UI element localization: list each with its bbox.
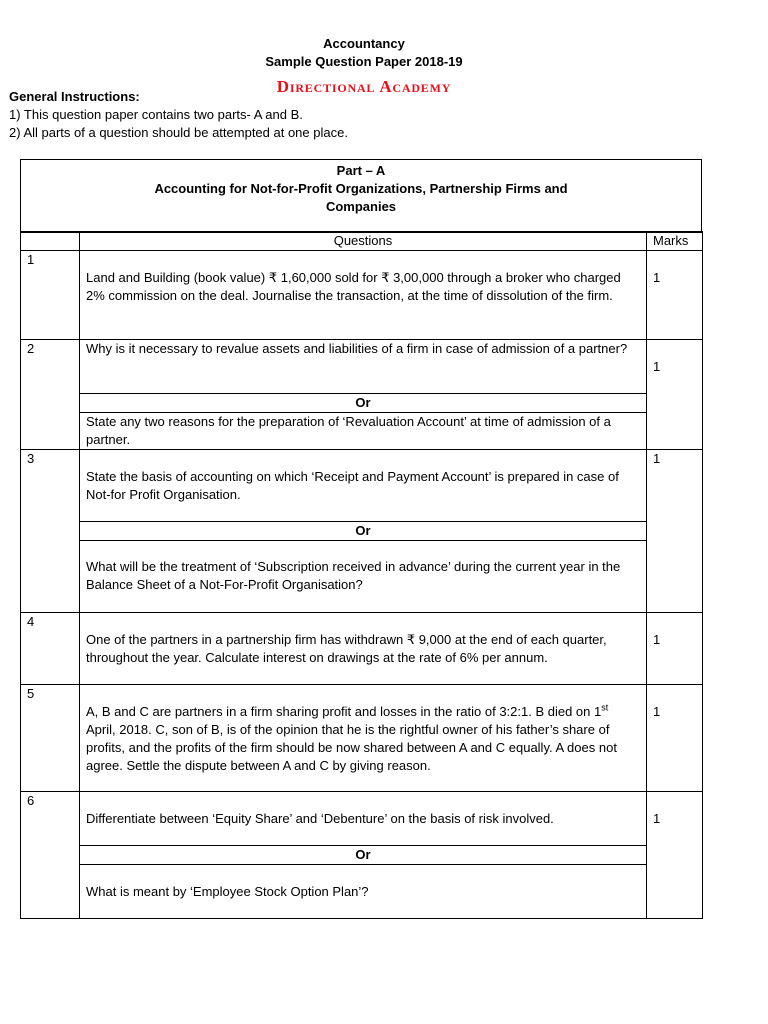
marks-value: 1 (653, 811, 661, 826)
marks-value: 1 (653, 359, 661, 374)
marks-value: 1 (653, 270, 661, 285)
table-header-row (21, 232, 703, 251)
number-header (21, 232, 80, 251)
question-marks (647, 340, 703, 450)
alt-question-text: State any two reasons for the preparation of ‘Revaluation Account’ at time of admission of a partner. (80, 413, 647, 450)
table-row (21, 685, 703, 792)
ordinal-suffix: st (601, 702, 609, 713)
question-number: 5 (21, 685, 80, 792)
subject-title: Accountancy (323, 36, 405, 51)
marks-value: 1 (653, 632, 661, 647)
table-row (21, 613, 703, 685)
or-row (21, 846, 703, 865)
question-text-content: Land and Building (book value) ₹ 1,60,000 sold for ₹ 3,00,000 through a broker who charged 2% commission on the deal. Journalise the transaction, at the time of dissolution of the firm. (86, 270, 621, 303)
table-row (21, 792, 703, 846)
or-label: Or (80, 394, 647, 413)
question-number: 2 (21, 340, 80, 450)
instruction-item: 2) All parts of a question should be attempted at one place. (9, 125, 348, 140)
text-part: A, B and C are partners in a firm sharing profit and losses in the ratio of 3:2:1. B died on 1 (86, 704, 602, 719)
questions-table (20, 231, 703, 919)
question-number: 3 (21, 450, 80, 613)
part-header (20, 159, 702, 233)
instructions-title: General Instructions: (9, 89, 140, 104)
question-text-content: One of the partners in a partnership firm has withdrawn ₹ 9,000 at the end of each quarter, throughout the year. Calculate interest on drawings at the rate of 6% per annum. (86, 632, 607, 665)
instruction-item: 1) This question paper contains two parts- A and B. (9, 107, 303, 122)
part-title-line2: Companies (325, 199, 397, 214)
question-number: 6 (21, 792, 80, 919)
or-label: Or (80, 846, 647, 865)
marks-header: Marks (647, 232, 703, 251)
text-part: April, 2018. C, son of B, is of the opinion that he is the rightful owner of his father’s share of profits, and the profits of the firm should be now shared between A and C equally. A does not agree. Settle the dispute between A and C by giving reason. (86, 722, 617, 773)
part-label: Part – A (336, 163, 386, 178)
part-title-line1: Accounting for Not-for-Profit Organizations, Partnership Firms and (154, 181, 568, 196)
question-text-content (86, 703, 640, 775)
alt-question-content: What will be the treatment of ‘Subscription received in advance’ during the current year in the Balance Sheet of a Not-For-Profit Organisation? (86, 559, 621, 592)
alt-question-row (21, 865, 703, 919)
question-text (80, 792, 647, 846)
question-text (80, 613, 647, 685)
paper-title: Sample Question Paper 2018-19 (265, 54, 463, 69)
or-row (21, 522, 703, 541)
table-row (21, 340, 703, 394)
question-text (80, 685, 647, 792)
marks-value: 1 (653, 704, 661, 719)
question-number: 4 (21, 613, 80, 685)
question-text-content: Differentiate between ‘Equity Share’ and ‘Debenture’ on the basis of risk involved. (86, 811, 554, 826)
question-number: 1 (21, 251, 80, 340)
alt-question-text (80, 865, 647, 919)
question-marks (647, 613, 703, 685)
question-text: Why is it necessary to revalue assets and liabilities of a firm in case of admission of a partner? (80, 340, 647, 394)
question-text (80, 450, 647, 522)
alt-question-row (21, 541, 703, 613)
question-marks (647, 792, 703, 919)
question-marks: 1 (647, 450, 703, 613)
academy-name: Directional Academy (276, 77, 452, 96)
table-row (21, 251, 703, 340)
alt-question-content: What is meant by ‘Employee Stock Option Plan’? (86, 884, 369, 899)
or-label: Or (80, 522, 647, 541)
question-text-content: State the basis of accounting on which ‘Receipt and Payment Account’ is prepared in case of Not-for Profit Organisation. (86, 469, 619, 502)
question-text (80, 251, 647, 340)
questions-header: Questions (80, 232, 647, 251)
question-marks (647, 251, 703, 340)
table-row (21, 450, 703, 522)
alt-question-text (80, 541, 647, 613)
question-marks (647, 685, 703, 792)
alt-question-row (21, 413, 703, 450)
or-row (21, 394, 703, 413)
